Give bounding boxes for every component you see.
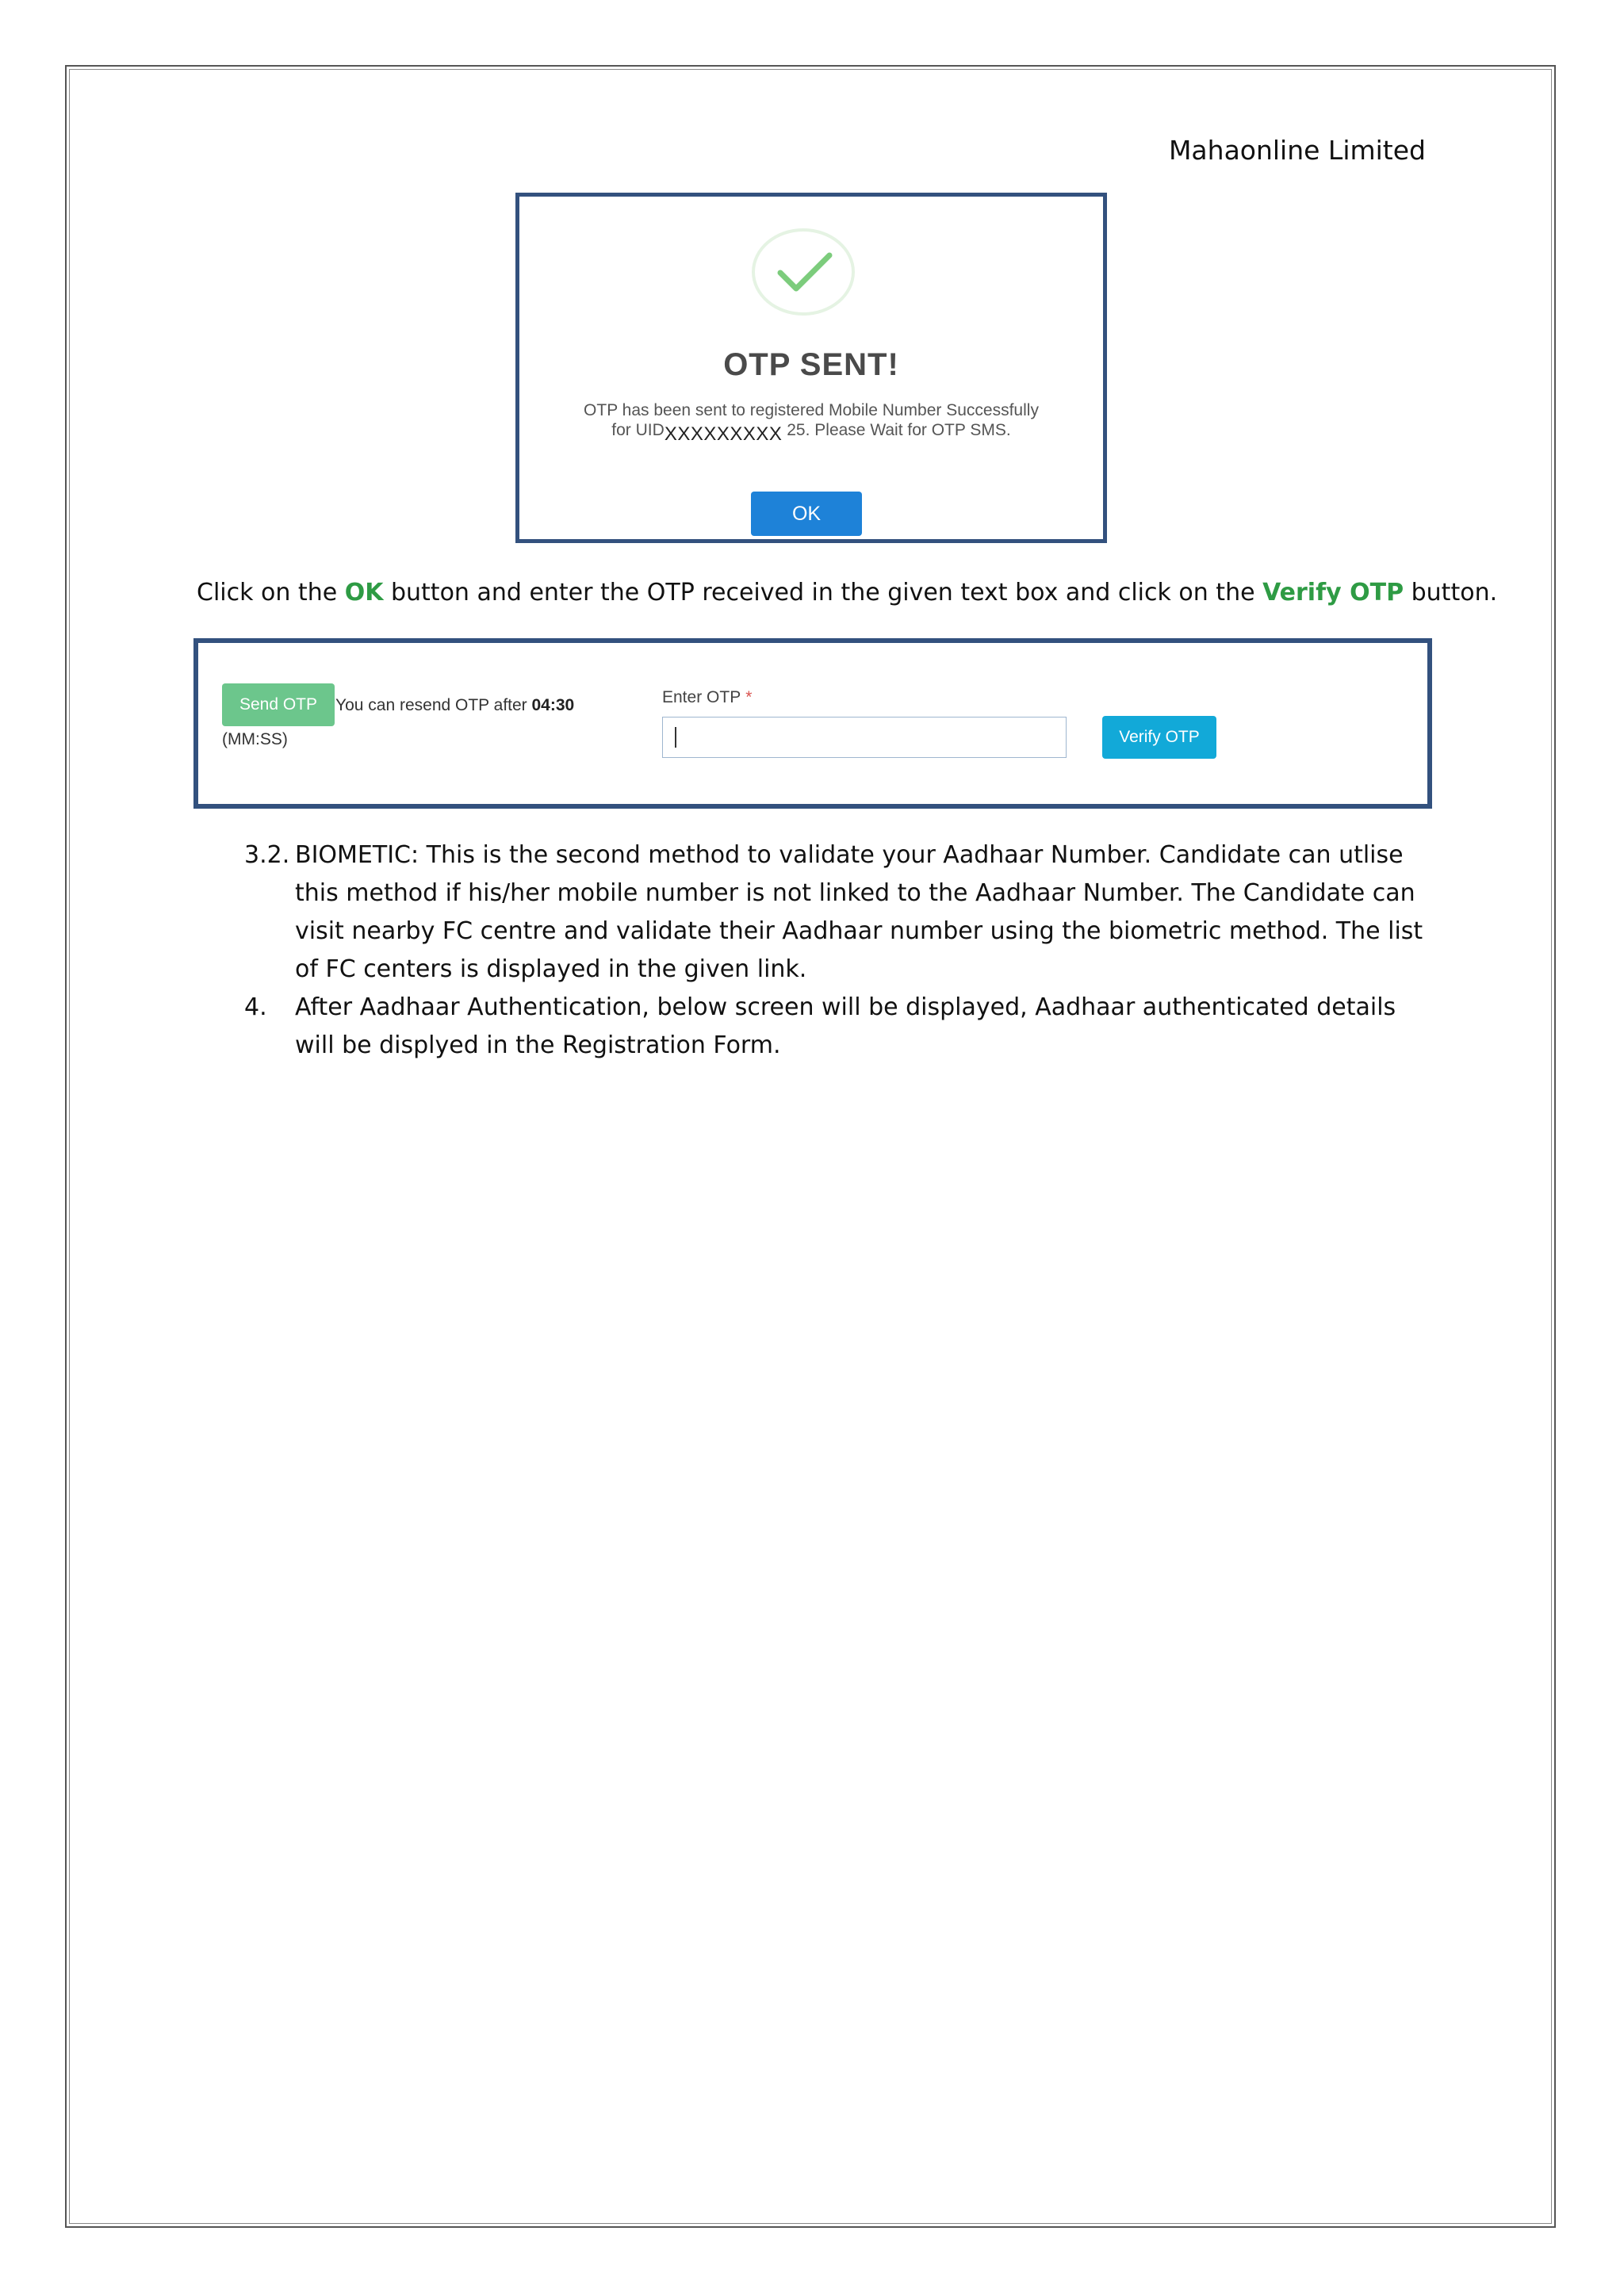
enter-otp-label — [662, 688, 752, 707]
list-item-number: 4. — [244, 993, 267, 1021]
time-format-label: (MM:SS) — [222, 730, 288, 748]
send-otp-button[interactable]: Send OTP — [222, 683, 335, 726]
dialog-message — [527, 401, 1095, 445]
dialog-message-prefix: for UID — [611, 421, 665, 439]
ok-button[interactable]: OK — [751, 492, 862, 536]
dialog-message-line1: OTP has been sent to registered Mobile Number Successfully — [584, 401, 1039, 419]
instruction-part3: button. — [1404, 579, 1498, 607]
verify-otp-button[interactable]: Verify OTP — [1102, 716, 1216, 759]
list-item-number: 3.2. — [244, 841, 290, 869]
resend-time: 04:30 — [531, 696, 575, 714]
otp-form-screenshot — [193, 638, 1432, 809]
instruction-paragraph — [197, 579, 1497, 607]
instruction-part1: Click on the — [197, 579, 345, 607]
header-company: Mahaonline Limited — [1168, 135, 1426, 166]
resend-label: You can resend OTP after — [335, 696, 532, 714]
instruction-list — [244, 836, 1434, 1065]
otp-input[interactable] — [662, 717, 1067, 758]
text-cursor — [675, 727, 676, 748]
uid-suffix: 25. — [787, 421, 810, 439]
dialog-message-suffix: Please Wait for OTP SMS. — [814, 421, 1011, 439]
success-check-icon — [752, 228, 855, 316]
list-item-text: After Aadhaar Authentication, below screen will be displayed, Aadhaar authenticated details will be displyed in the Registration Form. — [295, 993, 1396, 1059]
instruction-verify-highlight: Verify OTP — [1262, 579, 1404, 607]
uid-masked: XXXXXXXXX — [664, 423, 783, 445]
list-item-text: BIOMETIC: This is the second method to validate your Aadhaar Number. Candidate can utlise this method if his/her mobile number is not linked to the Aadhaar Number. The Candidate can visit nearby FC centre and validate their Aadhaar number using the biometric method. The list of FC centers is displayed in the given link. — [295, 841, 1423, 983]
otp-sent-dialog-screenshot — [515, 193, 1107, 543]
resend-timer-text — [335, 696, 574, 715]
dialog-title: OTP SENT! — [723, 347, 899, 382]
list-item — [244, 989, 1434, 1065]
instruction-ok-highlight: OK — [344, 579, 384, 607]
enter-otp-label-text: Enter OTP — [662, 688, 741, 706]
instruction-part2: button and enter the OTP received in the given text box and click on the — [383, 579, 1263, 607]
required-mark: * — [745, 688, 753, 706]
list-item — [244, 836, 1434, 989]
